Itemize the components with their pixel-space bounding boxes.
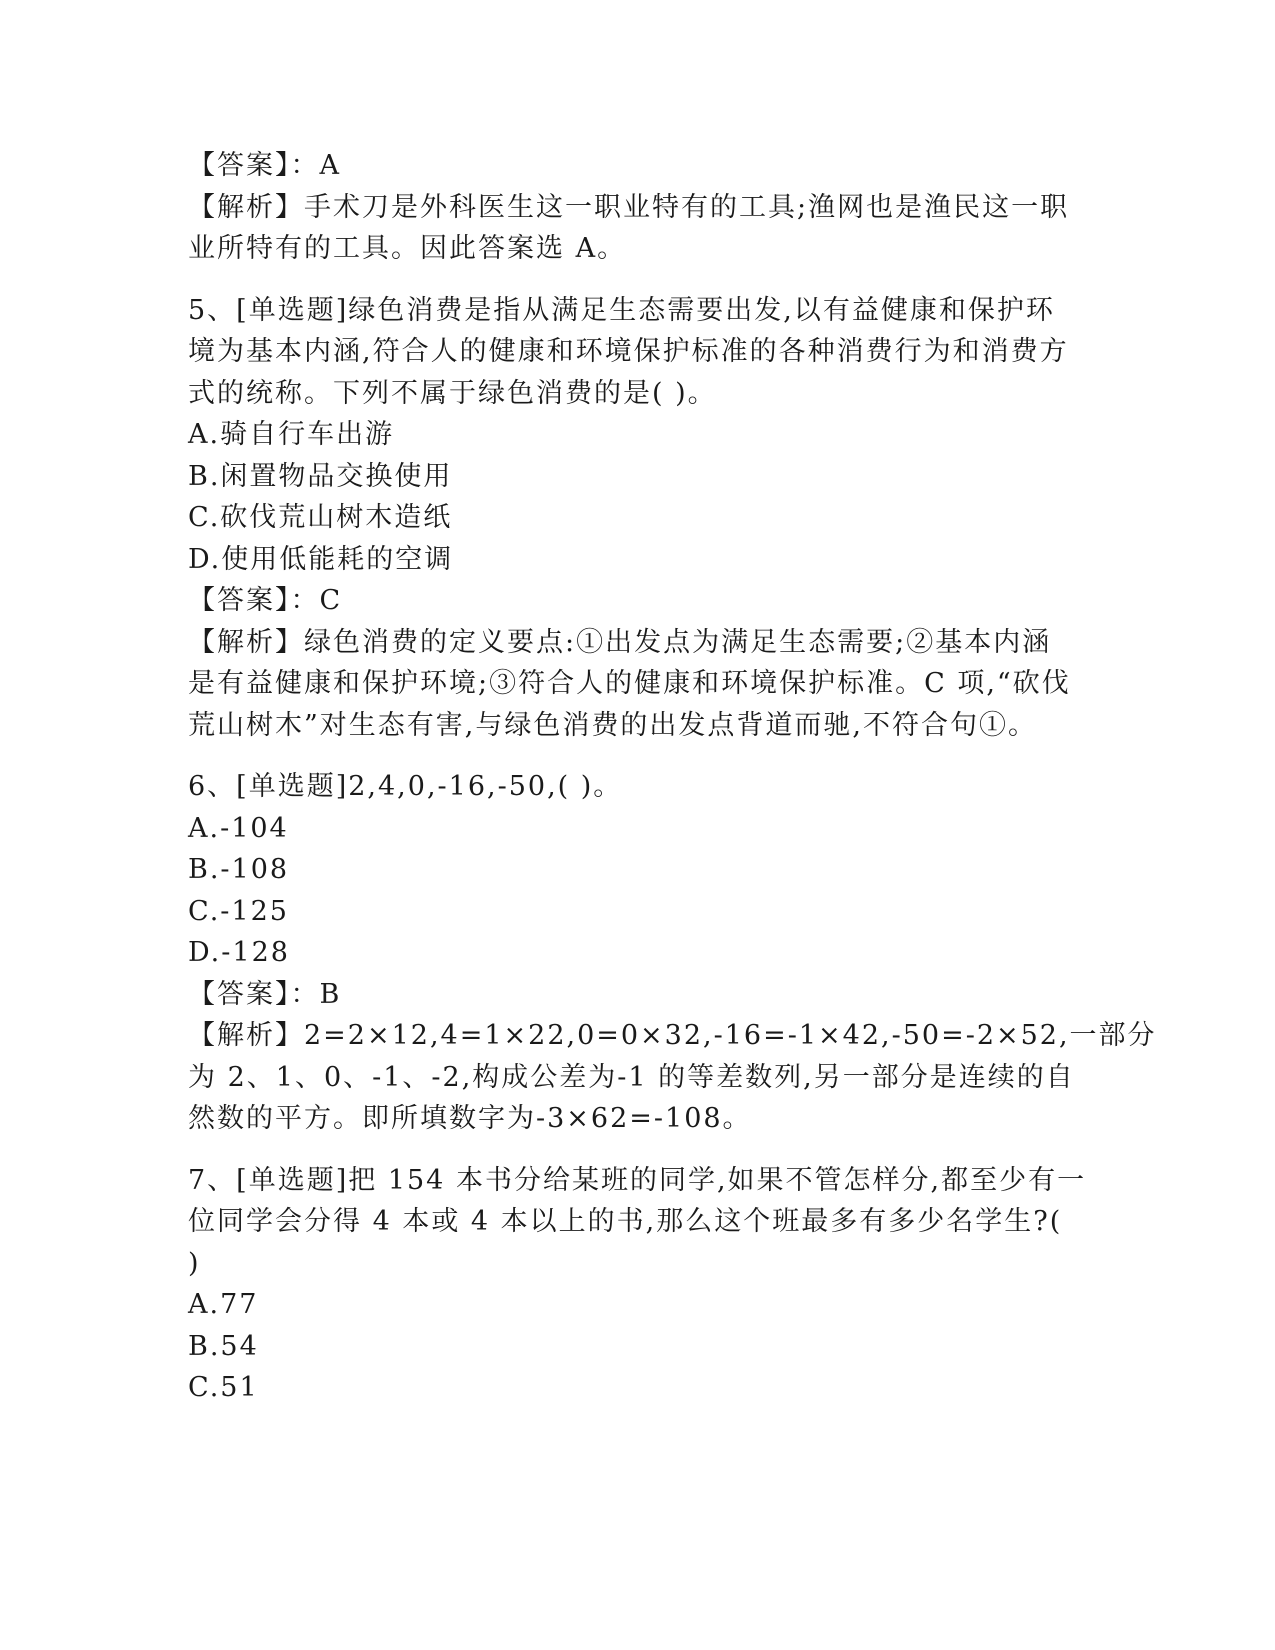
analysis-line: 荒山树木”对生态有害,与绿色消费的出发点背道而驰,不符合句①。 bbox=[188, 709, 1037, 741]
option-c: C.砍伐荒山树木造纸 bbox=[188, 502, 453, 533]
analysis-line: 【解析】手术刀是外科医生这一职业特有的工具;渔网也是渔民这一职 bbox=[188, 191, 1070, 223]
option-d: D.使用低能耗的空调 bbox=[188, 543, 454, 575]
question-stem-line: 6、[单选题]2,4,0,-16,-50,( )。 bbox=[188, 771, 623, 802]
analysis-line: 是有益健康和保护环境;③符合人的健康和环境保护标准。C 项,“砍伐 bbox=[188, 668, 1071, 699]
option-b: B.闲置物品交换使用 bbox=[188, 460, 453, 492]
answer-line: 【答案】：A bbox=[188, 150, 341, 181]
question-6 bbox=[188, 766, 1157, 1140]
question-stem-line: 境为基本内涵,符合人的健康和环境保护标准的各种消费行为和消费方 bbox=[188, 336, 1069, 367]
question-stem-line: 位同学会分得 4 本或 4 本以上的书,那么这个班最多有多少名学生?( bbox=[188, 1206, 1063, 1237]
question-7 bbox=[188, 1160, 1088, 1409]
page-content bbox=[188, 145, 1157, 1409]
option-b: B.-108 bbox=[188, 854, 290, 885]
option-a: A.-104 bbox=[188, 812, 289, 844]
analysis-line: 然数的平方。即所填数字为-3×62=-108。 bbox=[188, 1103, 752, 1134]
question-stem-line: 5、[单选题]绿色消费是指从满足生态需要出发,以有益健康和保护环 bbox=[188, 294, 1055, 326]
analysis-line: 【解析】绿色消费的定义要点:①出发点为满足生态需要;②基本内涵 bbox=[188, 626, 1052, 658]
answer-line: 【答案】：C bbox=[188, 585, 343, 616]
option-a: A.77 bbox=[188, 1289, 259, 1320]
option-d: D.-128 bbox=[188, 937, 290, 968]
option-c: C.-125 bbox=[188, 895, 289, 927]
option-b: B.54 bbox=[188, 1330, 259, 1362]
answer-line: 【答案】：B bbox=[188, 978, 342, 1010]
option-a: A.骑自行车出游 bbox=[188, 419, 395, 450]
analysis-line: 业所特有的工具。因此答案选 A。 bbox=[188, 233, 627, 264]
prev-question bbox=[188, 145, 1088, 270]
question-5 bbox=[188, 290, 1088, 747]
question-stem-line: ) bbox=[188, 1247, 201, 1279]
question-stem-line: 7、[单选题]把 154 本书分给某班的同学,如果不管怎样分,都至少有一 bbox=[188, 1164, 1087, 1196]
question-stem-line: 式的统称。下列不属于绿色消费的是( )。 bbox=[188, 377, 717, 409]
analysis-line: 为 2、1、0、-1、-2,构成公差为-1 的等差数列,另一部分是连续的自 bbox=[188, 1061, 1075, 1093]
analysis-line: 【解析】2=2×12,4=1×22,0=0×32,-16=-1×42,-50=-2×52,一部分 bbox=[188, 1020, 1157, 1051]
option-c: C.51 bbox=[188, 1372, 259, 1403]
